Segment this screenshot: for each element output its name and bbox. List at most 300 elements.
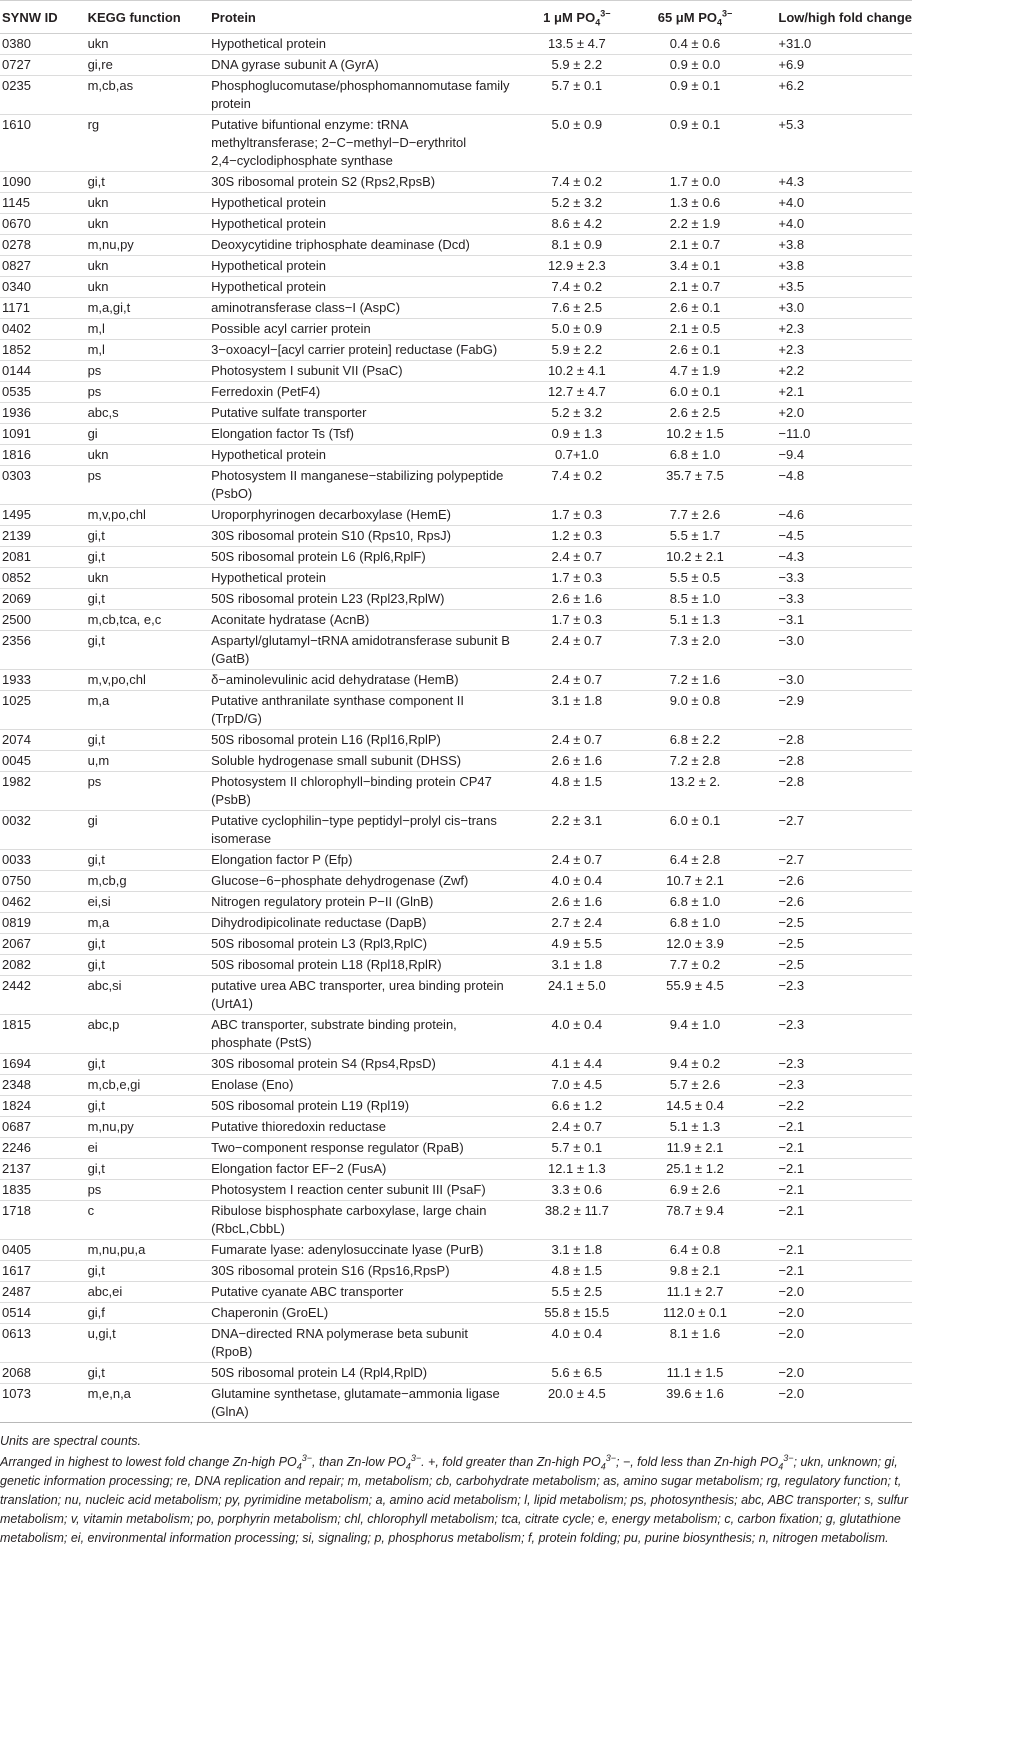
cell-synw-id: 0144	[0, 361, 88, 382]
cell-low-phosphate: 8.1 ± 0.9	[516, 235, 638, 256]
cell-low-phosphate: 2.4 ± 0.7	[516, 1117, 638, 1138]
cell-low-phosphate: 2.6 ± 1.6	[516, 751, 638, 772]
cell-high-phosphate: 6.9 ± 2.6	[638, 1180, 753, 1201]
cell-kegg-function: gi,f	[88, 1303, 212, 1324]
footnote-sub-3: 4	[600, 1461, 606, 1472]
cell-kegg-function: m,nu,py	[88, 235, 212, 256]
cell-low-phosphate: 12.7 ± 4.7	[516, 382, 638, 403]
cell-high-phosphate: 2.2 ± 1.9	[638, 214, 753, 235]
cell-synw-id: 1090	[0, 172, 88, 193]
footnote-sup-2: 3−	[410, 1452, 422, 1463]
cell-fold-change: +6.2	[752, 76, 912, 115]
cell-kegg-function: m,cb,g	[88, 871, 212, 892]
cell-kegg-function: m,v,po,chl	[88, 670, 212, 691]
cell-synw-id: 0033	[0, 850, 88, 871]
cell-low-phosphate: 2.6 ± 1.6	[516, 892, 638, 913]
table-row	[0, 1303, 912, 1324]
cell-fold-change: −2.9	[752, 691, 912, 730]
cell-protein: Hypothetical protein	[211, 445, 516, 466]
cell-fold-change: +5.3	[752, 115, 912, 172]
cell-low-phosphate: 7.4 ± 0.2	[516, 466, 638, 505]
cell-fold-change: −2.1	[752, 1201, 912, 1240]
cell-low-phosphate: 3.1 ± 1.8	[516, 1240, 638, 1261]
cell-fold-change: −2.6	[752, 892, 912, 913]
table-row	[0, 913, 912, 934]
table-body	[0, 34, 912, 1423]
cell-kegg-function: ps	[88, 382, 212, 403]
header-protein: Protein	[211, 1, 516, 34]
cell-protein: Hypothetical protein	[211, 193, 516, 214]
cell-high-phosphate: 14.5 ± 0.4	[638, 1096, 753, 1117]
cell-synw-id: 1835	[0, 1180, 88, 1201]
cell-kegg-function: m,e,n,a	[88, 1384, 212, 1423]
cell-kegg-function: gi,re	[88, 55, 212, 76]
table-row	[0, 568, 912, 589]
cell-synw-id: 1933	[0, 670, 88, 691]
cell-protein: Photosystem I reaction center subunit III (PsaF)	[211, 1180, 516, 1201]
cell-low-phosphate: 1.7 ± 0.3	[516, 610, 638, 631]
table-row	[0, 1240, 912, 1261]
table-row	[0, 1138, 912, 1159]
cell-kegg-function: gi,t	[88, 589, 212, 610]
cell-low-phosphate: 5.2 ± 3.2	[516, 403, 638, 424]
cell-fold-change: +2.2	[752, 361, 912, 382]
cell-high-phosphate: 13.2 ± 2.	[638, 772, 753, 811]
cell-synw-id: 0402	[0, 319, 88, 340]
cell-fold-change: +3.0	[752, 298, 912, 319]
cell-low-phosphate: 5.2 ± 3.2	[516, 193, 638, 214]
footnote-part-2: , than Zn-low PO	[312, 1455, 406, 1469]
cell-kegg-function: gi,t	[88, 547, 212, 568]
cell-high-phosphate: 112.0 ± 0.1	[638, 1303, 753, 1324]
cell-high-phosphate: 5.1 ± 1.3	[638, 1117, 753, 1138]
cell-protein: Ribulose bisphosphate carboxylase, large chain (RbcL,CbbL)	[211, 1201, 516, 1240]
cell-synw-id: 2356	[0, 631, 88, 670]
cell-fold-change: +2.1	[752, 382, 912, 403]
table-row	[0, 976, 912, 1015]
cell-high-phosphate: 9.0 ± 0.8	[638, 691, 753, 730]
cell-kegg-function: gi,t	[88, 1054, 212, 1075]
footnote-sup-3: 3−	[605, 1452, 616, 1463]
cell-kegg-function: gi,t	[88, 955, 212, 976]
cell-synw-id: 2246	[0, 1138, 88, 1159]
cell-high-phosphate: 7.2 ± 1.6	[638, 670, 753, 691]
table-row	[0, 631, 912, 670]
cell-protein: Photosystem I subunit VII (PsaC)	[211, 361, 516, 382]
table-row	[0, 1180, 912, 1201]
cell-high-phosphate: 5.5 ± 1.7	[638, 526, 753, 547]
cell-low-phosphate: 2.4 ± 0.7	[516, 670, 638, 691]
cell-protein: putative urea ABC transporter, urea binding protein (UrtA1)	[211, 976, 516, 1015]
cell-protein: Ferredoxin (PetF4)	[211, 382, 516, 403]
cell-low-phosphate: 38.2 ± 11.7	[516, 1201, 638, 1240]
cell-kegg-function: gi,t	[88, 850, 212, 871]
footnote-sub-1: 4	[296, 1461, 302, 1472]
cell-high-phosphate: 2.6 ± 0.1	[638, 340, 753, 361]
cell-fold-change: −3.1	[752, 610, 912, 631]
cell-protein: Putative cyanate ABC transporter	[211, 1282, 516, 1303]
cell-fold-change: −2.1	[752, 1180, 912, 1201]
cell-high-phosphate: 1.3 ± 0.6	[638, 193, 753, 214]
cell-synw-id: 0727	[0, 55, 88, 76]
cell-high-phosphate: 9.4 ± 1.0	[638, 1015, 753, 1054]
cell-low-phosphate: 5.9 ± 2.2	[516, 55, 638, 76]
cell-synw-id: 2068	[0, 1363, 88, 1384]
footnote-legend	[0, 1453, 912, 1548]
cell-high-phosphate: 2.6 ± 2.5	[638, 403, 753, 424]
cell-high-phosphate: 5.5 ± 0.5	[638, 568, 753, 589]
cell-fold-change: −2.3	[752, 1075, 912, 1096]
cell-protein: Fumarate lyase: adenylosuccinate lyase (PurB)	[211, 1240, 516, 1261]
cell-fold-change: −2.0	[752, 1303, 912, 1324]
cell-fold-change: +6.9	[752, 55, 912, 76]
cell-synw-id: 1936	[0, 403, 88, 424]
cell-fold-change: +31.0	[752, 34, 912, 55]
cell-kegg-function: ps	[88, 466, 212, 505]
table-row	[0, 340, 912, 361]
cell-fold-change: +3.5	[752, 277, 912, 298]
cell-fold-change: −2.7	[752, 811, 912, 850]
cell-high-phosphate: 9.8 ± 2.1	[638, 1261, 753, 1282]
cell-kegg-function: gi,t	[88, 526, 212, 547]
cell-fold-change: −3.0	[752, 670, 912, 691]
cell-high-phosphate: 2.6 ± 0.1	[638, 298, 753, 319]
cell-kegg-function: abc,si	[88, 976, 212, 1015]
cell-protein: 3−oxoacyl−[acyl carrier protein] reductase (FabG)	[211, 340, 516, 361]
cell-synw-id: 0514	[0, 1303, 88, 1324]
cell-synw-id: 0613	[0, 1324, 88, 1363]
cell-kegg-function: ps	[88, 361, 212, 382]
cell-fold-change: −4.8	[752, 466, 912, 505]
cell-kegg-function: gi,t	[88, 172, 212, 193]
cell-high-phosphate: 0.9 ± 0.1	[638, 76, 753, 115]
cell-kegg-function: m,cb,e,gi	[88, 1075, 212, 1096]
cell-high-phosphate: 39.6 ± 1.6	[638, 1384, 753, 1423]
cell-high-phosphate: 0.9 ± 0.1	[638, 115, 753, 172]
cell-synw-id: 0750	[0, 871, 88, 892]
cell-kegg-function: u,gi,t	[88, 1324, 212, 1363]
cell-high-phosphate: 6.8 ± 1.0	[638, 445, 753, 466]
cell-synw-id: 2139	[0, 526, 88, 547]
cell-protein: Aconitate hydratase (AcnB)	[211, 610, 516, 631]
table-row	[0, 871, 912, 892]
cell-kegg-function: gi,t	[88, 1159, 212, 1180]
cell-fold-change: +3.8	[752, 235, 912, 256]
cell-synw-id: 2074	[0, 730, 88, 751]
cell-synw-id: 2069	[0, 589, 88, 610]
cell-kegg-function: m,a,gi,t	[88, 298, 212, 319]
cell-kegg-function: gi,t	[88, 934, 212, 955]
cell-fold-change: −3.3	[752, 589, 912, 610]
cell-protein: Putative anthranilate synthase component II (TrpD/G)	[211, 691, 516, 730]
table-row	[0, 547, 912, 568]
cell-low-phosphate: 3.1 ± 1.8	[516, 955, 638, 976]
cell-synw-id: 0032	[0, 811, 88, 850]
cell-synw-id: 1073	[0, 1384, 88, 1423]
cell-kegg-function: m,l	[88, 340, 212, 361]
table-row	[0, 670, 912, 691]
header-high-sup: 3−	[722, 8, 733, 19]
cell-kegg-function: ukn	[88, 445, 212, 466]
cell-low-phosphate: 4.8 ± 1.5	[516, 772, 638, 811]
cell-high-phosphate: 25.1 ± 1.2	[638, 1159, 753, 1180]
table-row	[0, 691, 912, 730]
cell-protein: Enolase (Eno)	[211, 1075, 516, 1096]
cell-low-phosphate: 4.9 ± 5.5	[516, 934, 638, 955]
cell-high-phosphate: 10.2 ± 1.5	[638, 424, 753, 445]
header-high-sub: 4	[716, 17, 722, 28]
cell-high-phosphate: 12.0 ± 3.9	[638, 934, 753, 955]
cell-low-phosphate: 2.2 ± 3.1	[516, 811, 638, 850]
cell-low-phosphate: 5.0 ± 0.9	[516, 115, 638, 172]
cell-protein: 50S ribosomal protein L4 (Rpl4,RplD)	[211, 1363, 516, 1384]
cell-low-phosphate: 5.5 ± 2.5	[516, 1282, 638, 1303]
cell-synw-id: 0819	[0, 913, 88, 934]
cell-fold-change: −4.3	[752, 547, 912, 568]
cell-high-phosphate: 0.4 ± 0.6	[638, 34, 753, 55]
cell-fold-change: +3.8	[752, 256, 912, 277]
cell-synw-id: 1145	[0, 193, 88, 214]
table-row	[0, 892, 912, 913]
cell-synw-id: 2348	[0, 1075, 88, 1096]
cell-protein: 50S ribosomal protein L18 (Rpl18,RplR)	[211, 955, 516, 976]
table-row	[0, 1324, 912, 1363]
cell-fold-change: −2.0	[752, 1363, 912, 1384]
cell-kegg-function: m,cb,as	[88, 76, 212, 115]
footnote-part-1: Arranged in highest to lowest fold change Zn-high PO	[0, 1455, 297, 1469]
cell-low-phosphate: 5.0 ± 0.9	[516, 319, 638, 340]
table-row	[0, 424, 912, 445]
cell-fold-change: −2.5	[752, 934, 912, 955]
cell-protein: Photosystem II chlorophyll−binding protein CP47 (PsbB)	[211, 772, 516, 811]
cell-high-phosphate: 11.1 ± 1.5	[638, 1363, 753, 1384]
cell-protein: Two−component response regulator (RpaB)	[211, 1138, 516, 1159]
cell-synw-id: 0687	[0, 1117, 88, 1138]
cell-high-phosphate: 2.1 ± 0.5	[638, 319, 753, 340]
cell-high-phosphate: 6.8 ± 1.0	[638, 892, 753, 913]
cell-synw-id: 1694	[0, 1054, 88, 1075]
cell-protein: Possible acyl carrier protein	[211, 319, 516, 340]
cell-synw-id: 0405	[0, 1240, 88, 1261]
header-high-prefix: 65 μM PO	[657, 10, 717, 25]
cell-protein: Nitrogen regulatory protein P−II (GlnB)	[211, 892, 516, 913]
cell-low-phosphate: 0.9 ± 1.3	[516, 424, 638, 445]
cell-protein: 30S ribosomal protein S10 (Rps10, RpsJ)	[211, 526, 516, 547]
cell-fold-change: +4.0	[752, 214, 912, 235]
cell-low-phosphate: 12.1 ± 1.3	[516, 1159, 638, 1180]
cell-high-phosphate: 7.3 ± 2.0	[638, 631, 753, 670]
cell-kegg-function: gi	[88, 424, 212, 445]
cell-kegg-function: m,a	[88, 691, 212, 730]
cell-protein: Elongation factor Ts (Tsf)	[211, 424, 516, 445]
cell-protein: Hypothetical protein	[211, 214, 516, 235]
cell-low-phosphate: 7.6 ± 2.5	[516, 298, 638, 319]
cell-fold-change: −2.8	[752, 772, 912, 811]
table-row	[0, 1096, 912, 1117]
cell-high-phosphate: 0.9 ± 0.0	[638, 55, 753, 76]
table-footnotes	[0, 1432, 912, 1548]
table-row	[0, 505, 912, 526]
cell-high-phosphate: 11.9 ± 2.1	[638, 1138, 753, 1159]
cell-protein: Deoxycytidine triphosphate deaminase (Dcd)	[211, 235, 516, 256]
cell-high-phosphate: 6.8 ± 1.0	[638, 913, 753, 934]
cell-low-phosphate: 4.8 ± 1.5	[516, 1261, 638, 1282]
cell-low-phosphate: 2.6 ± 1.6	[516, 589, 638, 610]
cell-high-phosphate: 7.2 ± 2.8	[638, 751, 753, 772]
table-row	[0, 34, 912, 55]
cell-high-phosphate: 11.1 ± 2.7	[638, 1282, 753, 1303]
cell-kegg-function: ei	[88, 1138, 212, 1159]
cell-protein: DNA gyrase subunit A (GyrA)	[211, 55, 516, 76]
cell-synw-id: 2442	[0, 976, 88, 1015]
cell-kegg-function: u,m	[88, 751, 212, 772]
footnote-units: Units are spectral counts.	[0, 1434, 142, 1448]
cell-protein: Putative cyclophilin−type peptidyl−prolyl cis−trans isomerase	[211, 811, 516, 850]
header-synw-id: SYNW ID	[0, 1, 88, 34]
cell-synw-id: 1495	[0, 505, 88, 526]
cell-kegg-function: m,cb,tca, e,c	[88, 610, 212, 631]
table-row	[0, 751, 912, 772]
cell-low-phosphate: 6.6 ± 1.2	[516, 1096, 638, 1117]
cell-high-phosphate: 8.5 ± 1.0	[638, 589, 753, 610]
cell-fold-change: −2.3	[752, 976, 912, 1015]
cell-high-phosphate: 10.2 ± 2.1	[638, 547, 753, 568]
cell-fold-change: −3.3	[752, 568, 912, 589]
table-row	[0, 1201, 912, 1240]
cell-high-phosphate: 78.7 ± 9.4	[638, 1201, 753, 1240]
cell-kegg-function: c	[88, 1201, 212, 1240]
cell-kegg-function: ukn	[88, 34, 212, 55]
cell-protein: 30S ribosomal protein S2 (Rps2,RpsB)	[211, 172, 516, 193]
cell-fold-change: +2.0	[752, 403, 912, 424]
cell-fold-change: −2.1	[752, 1240, 912, 1261]
cell-fold-change: +2.3	[752, 340, 912, 361]
table-row	[0, 256, 912, 277]
cell-synw-id: 2067	[0, 934, 88, 955]
cell-protein: 50S ribosomal protein L19 (Rpl19)	[211, 1096, 516, 1117]
cell-fold-change: +4.3	[752, 172, 912, 193]
table-row	[0, 1054, 912, 1075]
cell-protein: Photosystem II manganese−stabilizing polypeptide (PsbO)	[211, 466, 516, 505]
cell-fold-change: −2.1	[752, 1138, 912, 1159]
cell-kegg-function: gi,t	[88, 631, 212, 670]
cell-low-phosphate: 7.4 ± 0.2	[516, 172, 638, 193]
header-low-sup: 3−	[600, 8, 611, 19]
table-row	[0, 172, 912, 193]
cell-high-phosphate: 9.4 ± 0.2	[638, 1054, 753, 1075]
cell-kegg-function: ukn	[88, 277, 212, 298]
cell-low-phosphate: 55.8 ± 15.5	[516, 1303, 638, 1324]
cell-synw-id: 0045	[0, 751, 88, 772]
cell-low-phosphate: 5.7 ± 0.1	[516, 1138, 638, 1159]
cell-kegg-function: ukn	[88, 193, 212, 214]
cell-protein: Putative bifuntional enzyme: tRNA methyltransferase; 2−C−methyl−D−erythritol 2,4−cyclodiphosphate synthase	[211, 115, 516, 172]
cell-protein: Chaperonin (GroEL)	[211, 1303, 516, 1324]
cell-kegg-function: ps	[88, 1180, 212, 1201]
cell-low-phosphate: 4.0 ± 0.4	[516, 871, 638, 892]
table-row	[0, 298, 912, 319]
cell-synw-id: 0278	[0, 235, 88, 256]
cell-fold-change: −2.3	[752, 1015, 912, 1054]
cell-fold-change: −4.5	[752, 526, 912, 547]
cell-low-phosphate: 3.3 ± 0.6	[516, 1180, 638, 1201]
cell-synw-id: 1815	[0, 1015, 88, 1054]
cell-fold-change: −2.0	[752, 1324, 912, 1363]
footnote-sup-1: 3−	[301, 1452, 312, 1463]
cell-low-phosphate: 2.4 ± 0.7	[516, 547, 638, 568]
cell-high-phosphate: 8.1 ± 1.6	[638, 1324, 753, 1363]
cell-fold-change: +4.0	[752, 193, 912, 214]
footnote-sup-4: 3−	[783, 1452, 794, 1463]
cell-kegg-function: m,nu,py	[88, 1117, 212, 1138]
cell-synw-id: 0852	[0, 568, 88, 589]
table-row	[0, 589, 912, 610]
cell-kegg-function: gi,t	[88, 1261, 212, 1282]
table-row	[0, 1282, 912, 1303]
cell-protein: Soluble hydrogenase small subunit (DHSS)	[211, 751, 516, 772]
cell-high-phosphate: 3.4 ± 0.1	[638, 256, 753, 277]
cell-low-phosphate: 8.6 ± 4.2	[516, 214, 638, 235]
cell-fold-change: −2.1	[752, 1159, 912, 1180]
cell-low-phosphate: 0.7+1.0	[516, 445, 638, 466]
cell-protein: Aspartyl/glutamyl−tRNA amidotransferase subunit B (GatB)	[211, 631, 516, 670]
cell-protein: δ−aminolevulinic acid dehydratase (HemB)	[211, 670, 516, 691]
cell-protein: Glucose−6−phosphate dehydrogenase (Zwf)	[211, 871, 516, 892]
cell-kegg-function: ukn	[88, 568, 212, 589]
cell-fold-change: −2.5	[752, 955, 912, 976]
table-row	[0, 1261, 912, 1282]
cell-high-phosphate: 10.7 ± 2.1	[638, 871, 753, 892]
cell-high-phosphate: 5.1 ± 1.3	[638, 610, 753, 631]
cell-protein: Hypothetical protein	[211, 568, 516, 589]
cell-kegg-function: ukn	[88, 214, 212, 235]
cell-protein: Uroporphyrinogen decarboxylase (HemE)	[211, 505, 516, 526]
cell-high-phosphate: 55.9 ± 4.5	[638, 976, 753, 1015]
cell-protein: Glutamine synthetase, glutamate−ammonia ligase (GlnA)	[211, 1384, 516, 1423]
table-row	[0, 772, 912, 811]
table-row	[0, 466, 912, 505]
footnote-part-4: ; −, fold less than Zn-high PO	[615, 1455, 779, 1469]
table-row	[0, 1384, 912, 1423]
cell-low-phosphate: 5.7 ± 0.1	[516, 76, 638, 115]
cell-kegg-function: abc,ei	[88, 1282, 212, 1303]
footnote-part-5: ; ukn, unknown; gi, genetic information processing; re, DNA replication and repair; m, metabolism; cb, carbohydrate metabolism; as, amino sugar metabolism; rg, regulatory function; t, translation; nu, nucleic acid metabolism; py, pyrimidine metabolism; a, amino acid metabolism; l, lipid metabolism; ps, photosynthesis; abc, ABC transporter; s, sulfur metabolism; v, vitamin metabolism; po, porphyrin metabolism; chl, chlorophyll metabolism; tca, citrate cycle; e, energy metabolism; c, carbon fixation; g, glutathione metabolism; ei, environmental information processing; si, signaling; p, phosphorus metabolism; f, protein folding; pu, purine biosynthesis; n, nitrogen metabolism.	[0, 1455, 909, 1545]
cell-protein: Elongation factor EF−2 (FusA)	[211, 1159, 516, 1180]
cell-fold-change: −9.4	[752, 445, 912, 466]
cell-synw-id: 0380	[0, 34, 88, 55]
cell-kegg-function: gi,t	[88, 730, 212, 751]
cell-high-phosphate: 35.7 ± 7.5	[638, 466, 753, 505]
cell-protein: DNA−directed RNA polymerase beta subunit (RpoB)	[211, 1324, 516, 1363]
cell-fold-change: −2.0	[752, 1384, 912, 1423]
cell-kegg-function: ei,si	[88, 892, 212, 913]
cell-high-phosphate: 5.7 ± 2.6	[638, 1075, 753, 1096]
cell-fold-change: −2.7	[752, 850, 912, 871]
cell-synw-id: 2487	[0, 1282, 88, 1303]
cell-fold-change: −2.8	[752, 751, 912, 772]
cell-synw-id: 1824	[0, 1096, 88, 1117]
cell-synw-id: 2082	[0, 955, 88, 976]
header-row	[0, 1, 912, 34]
table-row	[0, 361, 912, 382]
cell-synw-id: 2137	[0, 1159, 88, 1180]
table-row	[0, 214, 912, 235]
cell-low-phosphate: 13.5 ± 4.7	[516, 34, 638, 55]
table-row	[0, 115, 912, 172]
cell-kegg-function: abc,p	[88, 1015, 212, 1054]
cell-fold-change: −2.1	[752, 1117, 912, 1138]
cell-kegg-function: abc,s	[88, 403, 212, 424]
